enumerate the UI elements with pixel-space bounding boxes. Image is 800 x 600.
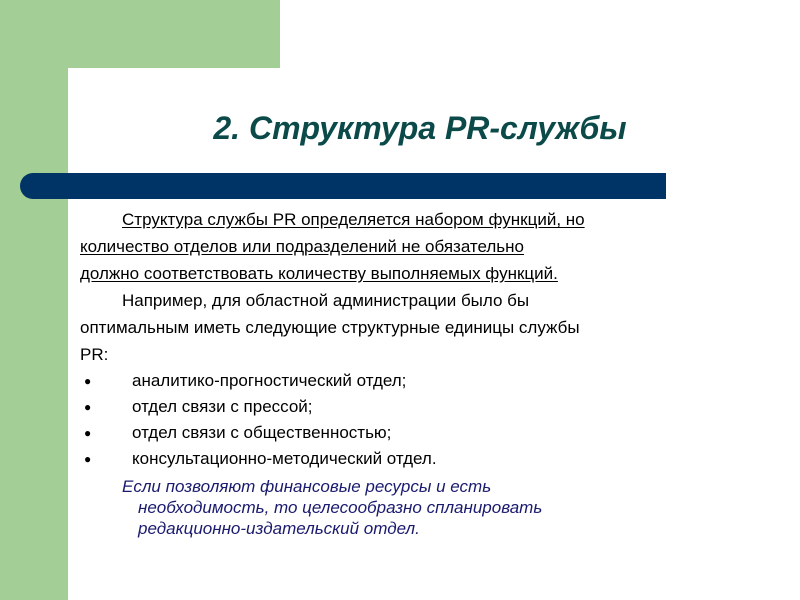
slide-body: [80, 206, 760, 539]
list-item: [80, 368, 760, 394]
slide-title: 2. Структура PR-службы: [213, 110, 627, 146]
bullet-icon: ●: [84, 452, 92, 466]
paragraph-structure: [80, 206, 760, 287]
paragraph-line: оптимальным иметь следующие структурные единицы службы: [80, 318, 580, 337]
list-item-text: отдел связи с прессой;: [132, 397, 313, 416]
paragraph-line: PR:: [80, 345, 109, 364]
bullet-icon: ●: [84, 426, 92, 440]
title-divider-bar: [20, 173, 666, 199]
bullet-icon: ●: [84, 400, 92, 414]
list-item-text: отдел связи с общественностью;: [132, 423, 392, 442]
paragraph-line: количество отделов или подразделений не обязательно: [80, 237, 525, 256]
paragraph-line: Например, для областной администрации было бы: [122, 291, 530, 310]
accent-band-left: [0, 0, 68, 600]
list-item: [80, 420, 760, 446]
bullet-icon: ●: [84, 374, 92, 388]
paragraph-line: должно соответствовать количеству выполняемых функций.: [80, 264, 558, 283]
note-line: необходимость, то целесообразно спланировать: [138, 498, 543, 517]
note-line: Если позволяют финансовые ресурсы и есть: [122, 477, 492, 496]
paragraph-line: Структура службы PR определяется набором функций, но: [122, 210, 585, 229]
note-editorial-department: [122, 476, 682, 539]
list-item-text: консультационно-методический отдел.: [132, 449, 437, 468]
list-item-text: аналитико-прогностический отдел;: [132, 371, 407, 390]
paragraph-example: [80, 287, 760, 368]
accent-band-top: [0, 0, 280, 68]
structure-unit-list: [80, 368, 760, 472]
list-item: [80, 394, 760, 420]
list-item: [80, 446, 760, 472]
note-line: редакционно-издательский отдел.: [138, 519, 420, 538]
